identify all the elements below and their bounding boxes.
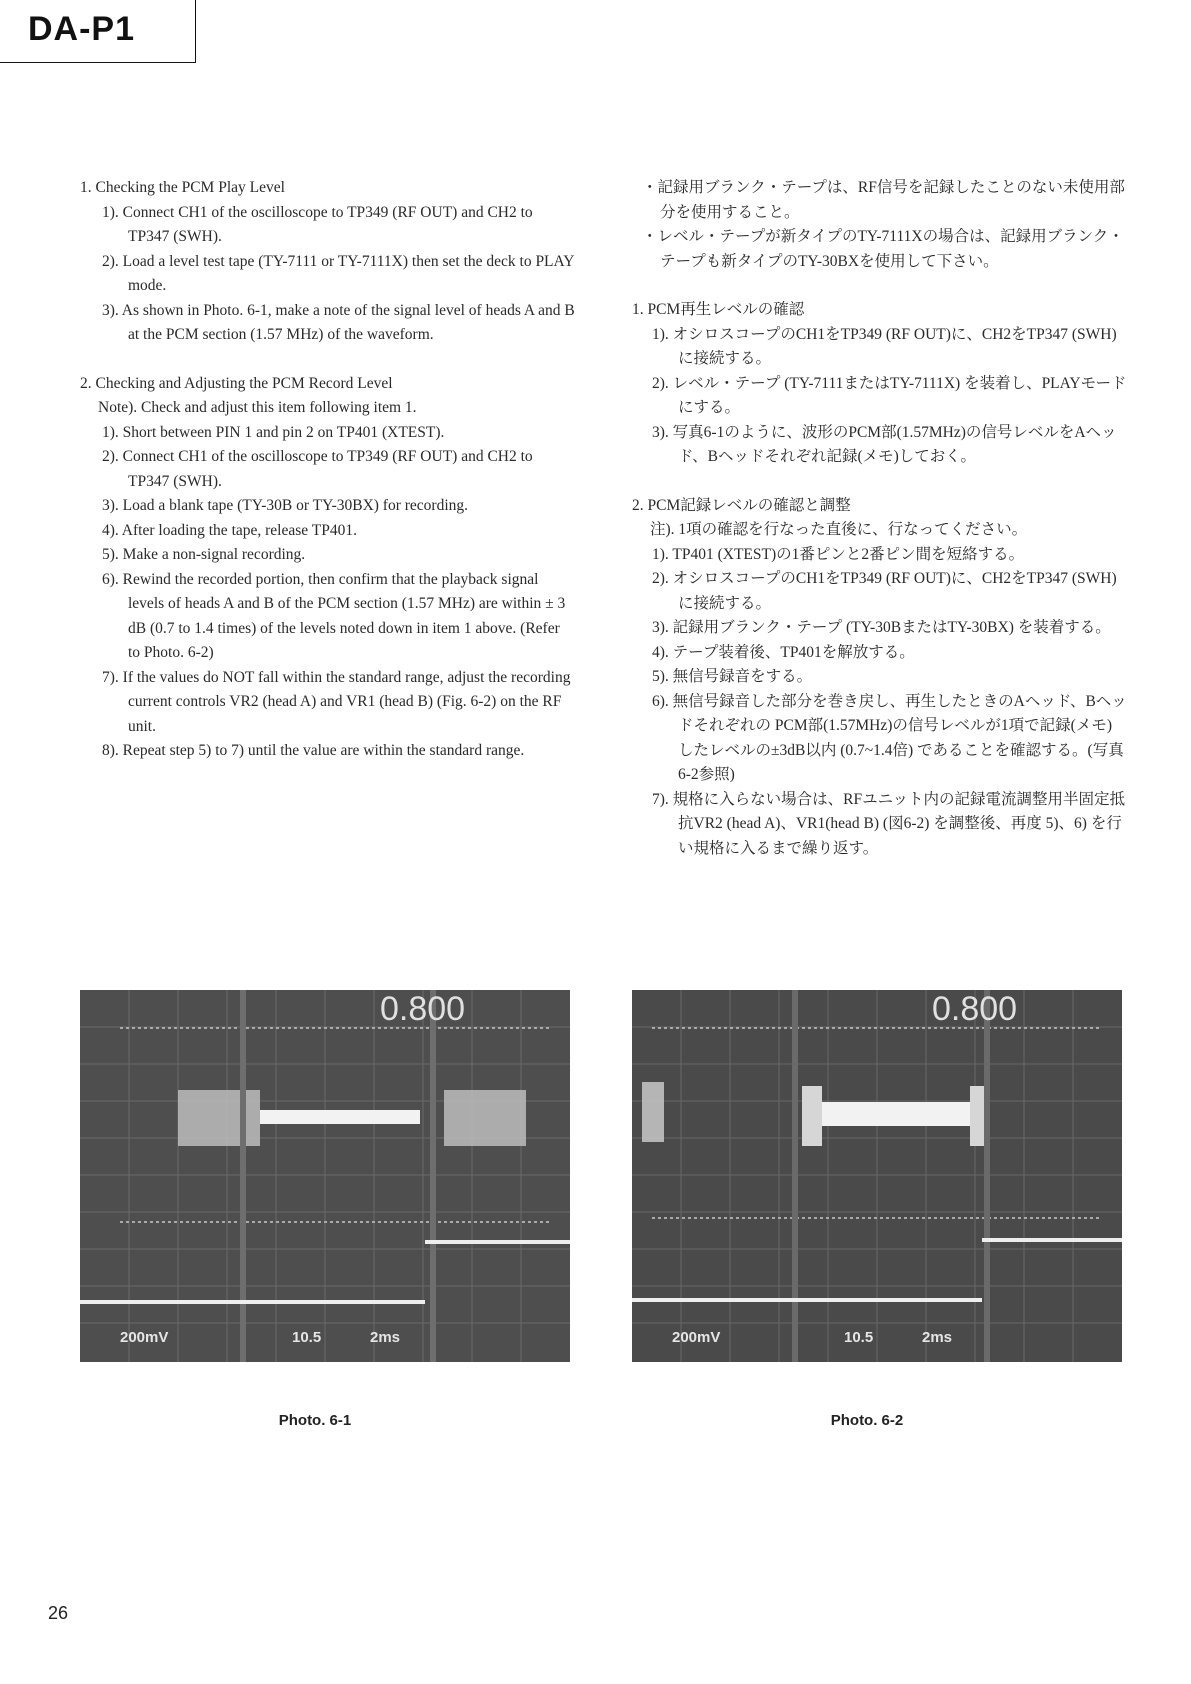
- instruction-step: 1). Short between PIN 1 and pin 2 on TP401 (XTEST).: [102, 423, 445, 441]
- instruction-step: 6). Rewind the recorded portion, then confirm that the playback signal levels of heads A and B of the PCM section (1.57 MHz) are within ± 3 dB (0.7 to 1.4 times) of the levels noted down in item 1 above. (Refer to Photo. 6-2): [102, 570, 566, 661]
- instruction-step: 7). 規格に入らない場合は、RFユニット内の記録電流調整用半固定抵抗VR2 (head A)、VR1(head B) (図6-2) を調整後、再度 5)、6) を行い規格に入るまで繰り返す。: [652, 790, 1126, 857]
- instruction-step: 4). テープ装着後、TP401を解放する。: [652, 643, 915, 661]
- bullet-note: ・記録用ブランク・テープは、RF信号を記録したことのない未使用部分を使用すること。: [642, 179, 1125, 221]
- time-per-div: 2ms: [922, 1329, 953, 1346]
- instruction-step: 2). Connect CH1 of the oscilloscope to TP349 (RF OUT) and CH2 to TP347 (SWH).: [102, 448, 533, 490]
- readout-text: 0.800: [380, 990, 466, 1028]
- section-title: 1. PCM再生レベルの確認: [632, 301, 805, 318]
- photo-caption: Photo. 6-2: [830, 1412, 904, 1429]
- instruction-step: 5). 無信号録音をする。: [652, 668, 813, 685]
- readout-text: 0.800: [932, 990, 1018, 1028]
- model-header: [0, 0, 196, 63]
- instruction-step: 1). オシロスコープのCH1をTP349 (RF OUT)に、CH2をTP347 (SWH)に接続する。: [652, 325, 1117, 367]
- instruction-step: 8). Repeat step 5) to 7) until the value are within the standard range.: [102, 742, 525, 759]
- bullet-note: ・レベル・テープが新タイプのTY-7111Xの場合は、記録用ブランク・テープも新タイプのTY-30BXを使用して下さい。: [642, 228, 1124, 270]
- volts-per-div: 200mV: [120, 1329, 169, 1346]
- section-note: Note). Check and adjust this item following item 1.: [98, 399, 417, 416]
- instruction-step: 3). 記録用ブランク・テープ (TY-30BまたはTY-30BX) を装着する。: [652, 619, 1111, 636]
- instruction-step: 3). 写真6-1のように、波形のPCM部(1.57MHz)の信号レベルをAヘッド、Bヘッドそれぞれ記録(メモ)しておく。: [652, 423, 1117, 465]
- instruction-step: 2). レベル・テープ (TY-7111またはTY-7111X) を装着し、PLAYモードにする。: [652, 374, 1127, 416]
- time-per-div: 2ms: [370, 1329, 401, 1346]
- instruction-step: 1). TP401 (XTEST)の1番ピンと2番ピン間を短絡する。: [652, 545, 1025, 563]
- instruction-step: 4). After loading the tape, release TP401.: [102, 521, 357, 539]
- instruction-step: 5). Make a non-signal recording.: [102, 546, 306, 563]
- section-title: 2. Checking and Adjusting the PCM Record Level: [80, 374, 393, 392]
- oscilloscope-photo-2: [632, 990, 1122, 1362]
- section-note: 注). 1項の確認を行なった直後に、行なってください。: [650, 521, 1028, 538]
- oscilloscope-photo-1: [80, 990, 570, 1362]
- section-title: 2. PCM記録レベルの確認と調整: [632, 496, 851, 514]
- instruction-step: 6). 無信号録音した部分を巻き戻し、再生したときのAヘッド、Bヘッドそれぞれの PCM部(1.57MHz)の信号レベルが1項で記録(メモ)したレベルの±3dB以内 (0.7~1.4倍) であることを確認する。(写真6-2参照): [652, 692, 1127, 783]
- japanese-instructions: [632, 176, 1127, 861]
- division-value: 10.5: [292, 1329, 322, 1346]
- instruction-step: 7). If the values do NOT fall within the standard range, adjust the recording current controls VR2 (head A) and VR1 (head B) (Fig. 6-2) on the RF unit.: [102, 668, 571, 735]
- instruction-step: 2). オシロスコープのCH1をTP349 (RF OUT)に、CH2をTP347 (SWH)に接続する。: [652, 570, 1117, 612]
- model-name: DA-P1: [28, 10, 136, 48]
- division-value: 10.5: [844, 1329, 874, 1346]
- instruction-step: 3). As shown in Photo. 6-1, make a note of the signal level of heads A and B at the PCM section (1.57 MHz) of the waveform.: [102, 301, 575, 343]
- english-instructions: [80, 176, 575, 764]
- volts-per-div: 200mV: [672, 1329, 721, 1346]
- instruction-step: 3). Load a blank tape (TY-30B or TY-30BX) for recording.: [102, 497, 469, 514]
- instruction-step: 2). Load a level test tape (TY-7111 or TY-7111X) then set the deck to PLAY mode.: [102, 252, 574, 294]
- section-title: 1. Checking the PCM Play Level: [80, 179, 285, 196]
- instruction-step: 1). Connect CH1 of the oscilloscope to TP349 (RF OUT) and CH2 to TP347 (SWH).: [102, 203, 533, 245]
- photo-caption: Photo. 6-1: [278, 1412, 352, 1429]
- page-number: 26: [48, 1603, 69, 1623]
